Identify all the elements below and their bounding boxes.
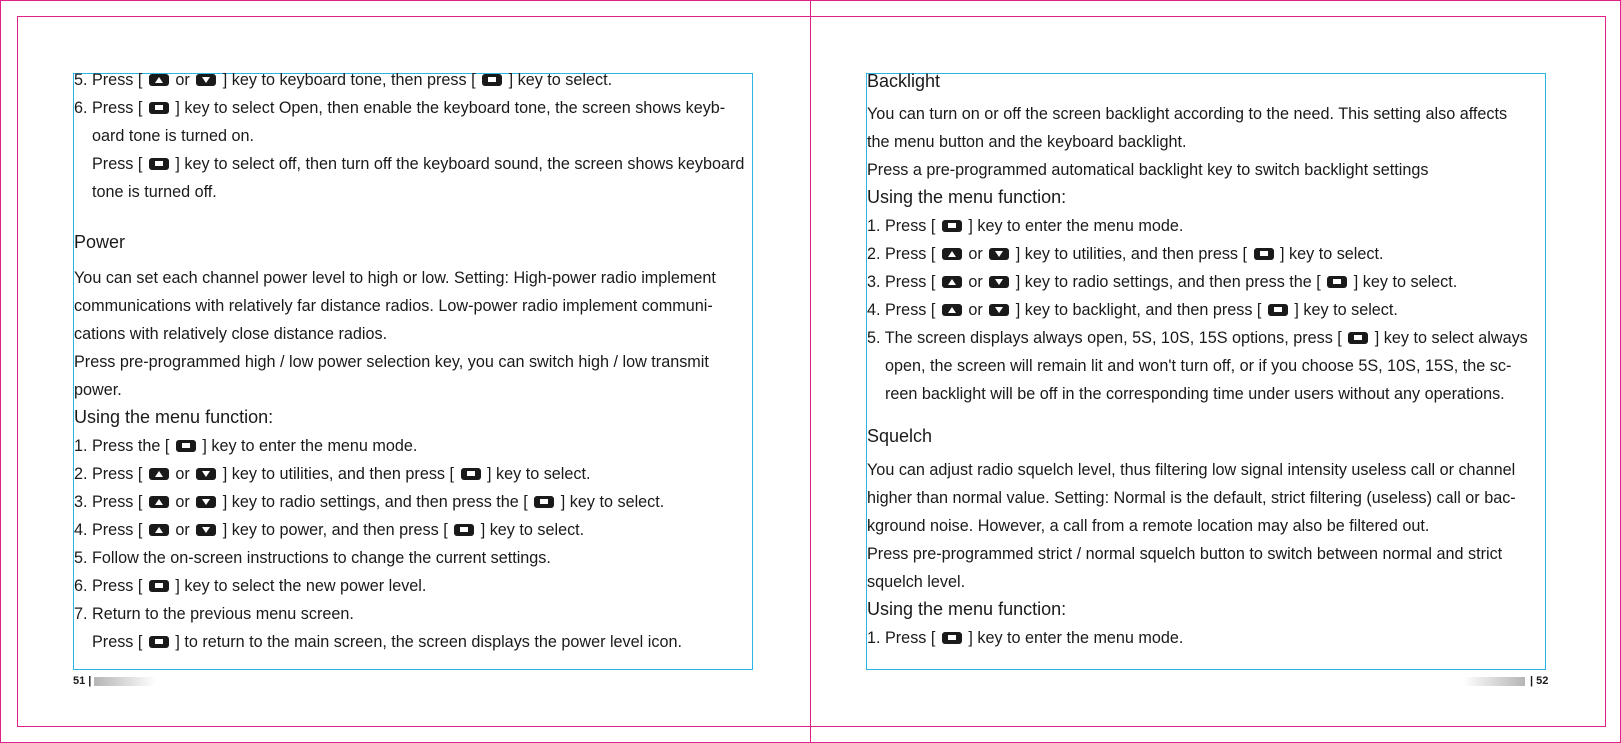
step-line: 4. Press [ or ] key to power, and then press [ ] key to select. [74, 521, 585, 539]
menu-key-icon [1327, 276, 1347, 288]
paragraph-line: Press a pre-programmed automatical backlight key to switch backlight settings [867, 161, 1429, 179]
menu-key-icon [149, 636, 169, 648]
menu-key-icon [1348, 332, 1368, 344]
step-line: 3. Press [ or ] key to radio settings, and then press the [ ] key to select. [867, 273, 1458, 291]
section-heading-power: Power [74, 232, 126, 252]
menu-key-icon [482, 74, 502, 86]
menu-key-icon [942, 632, 962, 644]
paragraph-line: kground noise. However, a call from a remote location may also be filtered out. [867, 517, 1430, 535]
step-line: open, the screen will remain lit and won't turn off, or if you choose 5S, 10S, 15S, the sc- [885, 357, 1512, 375]
step-line: 7. Return to the previous menu screen. [74, 605, 354, 623]
menu-key-icon [461, 468, 481, 480]
down-key-icon [196, 496, 216, 508]
step-line: oard tone is turned on. [92, 127, 254, 145]
menu-key-icon [534, 496, 554, 508]
up-key-icon [149, 468, 169, 480]
page-number-right: | 52 [1530, 675, 1549, 687]
crop-line-bottom [17, 726, 1606, 727]
menu-key-icon [149, 158, 169, 170]
up-key-icon [942, 276, 962, 288]
down-key-icon [196, 524, 216, 536]
step-line: 6. Press [ ] key to select Open, then enable the keyboard tone, the screen shows keyb- [74, 99, 726, 117]
step-line: Press [ ] to return to the main screen, the screen displays the power level icon. [92, 633, 682, 651]
paragraph-line: You can set each channel power level to high or low. Setting: High-power radio implement [74, 269, 716, 287]
menu-key-icon [942, 220, 962, 232]
step-line: 2. Press [ or ] key to utilities, and then press [ ] key to select. [74, 465, 591, 483]
paragraph-line: squelch level. [867, 573, 966, 591]
step-line: 4. Press [ or ] key to backlight, and then press [ ] key to select. [867, 301, 1398, 319]
menu-key-icon [454, 524, 474, 536]
paragraph-line: higher than normal value. Setting: Normal is the default, strict filtering (useless) call or bac- [867, 489, 1516, 507]
subheading-menu-function: Using the menu function: [867, 599, 1067, 619]
step-line: 1. Press [ ] key to enter the menu mode. [867, 217, 1184, 235]
page-bar-left [94, 677, 156, 686]
paragraph-line: the menu button and the keyboard backlight. [867, 133, 1187, 151]
crop-line-left [17, 16, 18, 727]
paragraph-line: Press pre-programmed strict / normal squelch button to switch between normal and strict [867, 545, 1503, 563]
down-key-icon [196, 468, 216, 480]
paragraph-line: power. [74, 381, 122, 399]
step-line: reen backlight will be off in the corresponding time under users without any operations. [885, 385, 1505, 403]
crop-line-right [1605, 16, 1606, 727]
down-key-icon [989, 304, 1009, 316]
menu-key-icon [176, 440, 196, 452]
up-key-icon [149, 496, 169, 508]
menu-key-icon [1254, 248, 1274, 260]
paragraph-line: cations with relatively close distance radios. [74, 325, 388, 343]
menu-key-icon [149, 102, 169, 114]
up-key-icon [149, 524, 169, 536]
section-heading-squelch: Squelch [867, 426, 933, 446]
section-heading-backlight: Backlight [867, 71, 941, 91]
down-key-icon [196, 74, 216, 86]
step-line: 2. Press [ or ] key to utilities, and then press [ ] key to select. [867, 245, 1384, 263]
left-page-text-frame [73, 73, 753, 670]
menu-key-icon [1268, 304, 1288, 316]
right-page-text-frame [866, 73, 1546, 670]
crop-line-top [17, 16, 1606, 17]
page-number-left: 51 | [73, 675, 92, 687]
down-key-icon [989, 248, 1009, 260]
subheading-menu-function: Using the menu function: [867, 187, 1067, 207]
step-line: 6. Press [ ] key to select the new power level. [74, 577, 427, 595]
down-key-icon [989, 276, 1009, 288]
up-key-icon [942, 248, 962, 260]
step-line: 3. Press [ or ] key to radio settings, and then press the [ ] key to select. [74, 493, 665, 511]
step-line: 5. The screen displays always open, 5S, 10S, 15S options, press [ ] key to select always [867, 329, 1528, 347]
step-line: tone is turned off. [92, 183, 217, 201]
page-bar-right [1463, 677, 1525, 686]
step-line: 5. Press [ or ] key to keyboard tone, then press [ ] key to select. [74, 71, 613, 89]
up-key-icon [149, 74, 169, 86]
up-key-icon [942, 304, 962, 316]
step-line: 1. Press [ ] key to enter the menu mode. [867, 629, 1184, 647]
spine-line [810, 0, 811, 743]
step-line: 5. Follow the on-screen instructions to change the current settings. [74, 549, 551, 567]
step-line: Press [ ] key to select off, then turn off the keyboard sound, the screen shows keyboard [92, 155, 745, 173]
paragraph-line: You can adjust radio squelch level, thus filtering low signal intensity useless call or channel [867, 461, 1516, 479]
subheading-menu-function: Using the menu function: [74, 407, 274, 427]
sheet-edge-left [0, 0, 1, 743]
step-line: 1. Press the [ ] key to enter the menu mode. [74, 437, 418, 455]
paragraph-line: communications with relatively far distance radios. Low-power radio implement communi- [74, 297, 713, 315]
paragraph-line: Press pre-programmed high / low power selection key, you can switch high / low transmit [74, 353, 709, 371]
menu-key-icon [149, 580, 169, 592]
paragraph-line: You can turn on or off the screen backlight according to the need. This setting also affects [867, 105, 1508, 123]
